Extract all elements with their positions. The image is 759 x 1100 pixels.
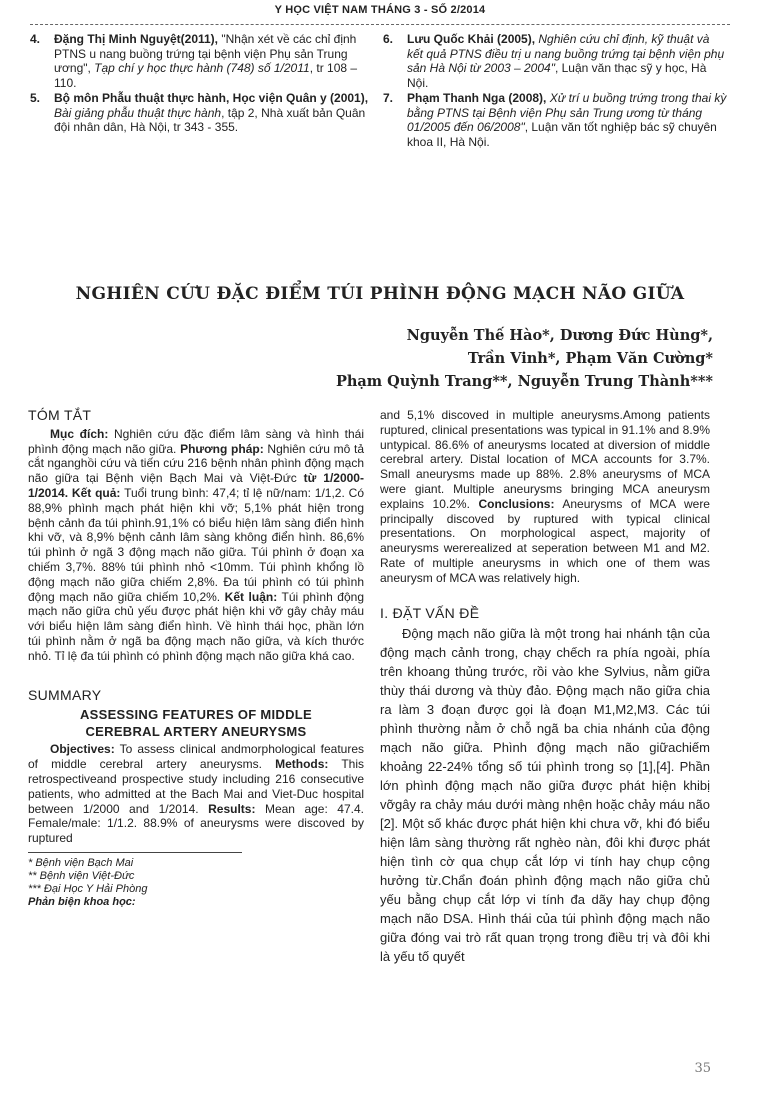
abstract-bold-text: từ 1/2000- 1/2014. (28, 471, 364, 500)
abstract-text: Nghiên cứu đặc điểm lâm sàng và hình thái phình động mạch não giữa. (28, 426, 365, 456)
footnote: ** Bệnh viện Việt-Đức (28, 869, 135, 882)
abstract-label: Objectives: (50, 742, 115, 757)
reference-number: 4. (30, 32, 41, 46)
reference-item (30, 32, 370, 90)
reference-author: Lưu Quốc Khải (2005), (407, 32, 536, 46)
reference-tail: , Luận văn thạc sỹ y học, Hà Nội. (407, 61, 707, 90)
reference-text (407, 91, 728, 149)
footnote-divider (28, 852, 242, 853)
right-column (380, 408, 710, 966)
reference-tail: , tr 108 – 110. (54, 61, 358, 90)
english-abstract (28, 742, 364, 846)
reference-text (54, 91, 370, 135)
footnote: *** Đại Học Y Hải Phòng (28, 882, 148, 895)
section-heading-tomtat: TÓM TẮT (28, 407, 92, 423)
abstract-label: Results: (198, 801, 256, 816)
abstract-label: Mục đích: (50, 426, 109, 441)
footnote: * Bệnh viện Bạch Mai (28, 856, 134, 869)
section-heading-summary: SUMMARY (28, 686, 102, 703)
reference-title: "Nhận xét về các chỉ định PTNS u nang buồng trứng tại bệnh viện Phụ sản Trung ương", (54, 32, 357, 75)
author-line: Phạm Quỳnh Trang**, Nguyễn Trung Thành*** (335, 373, 713, 390)
abstract-text: This retrospectiveand prospective study including 216 consecutive patients, who admitted at the Bach Mai and Viet-Duc hospital between 1/2000 and 1/2014. (28, 757, 364, 816)
abstract-label: Methods: (261, 757, 329, 772)
reference-text (54, 32, 370, 90)
reference-source: Bài giảng phẫu thuật thực hành (54, 105, 222, 120)
abstract-label: Kết luận: (220, 589, 278, 604)
abstract-text: Aneurysms of MCA were principally discoved by ruptured with typical clinical presentations. On morphological aspect, majority of aneurysms wererealized at seperation between M1 and M2. Rate of multiple aneurysms in which one of them was aneurysm of MCA was relatively high. (380, 496, 710, 585)
abstract-text: Nghiên cứu mô tả cắt nganghồi cứu và tiến cứu 216 bệnh nhân phình động mạch não giữa tại Bệnh viện Bạch Mai và Việt-Đức (28, 441, 365, 486)
header-divider (30, 24, 730, 25)
abstract-label: Phương pháp: (176, 441, 264, 456)
footnote-reviewer: Phản biện khoa học: (28, 895, 136, 908)
abstract-text: Mean age: 47.4. Female/male: 1/1.2. 88.9% of aneurysms were discoved by ruptured (28, 801, 364, 846)
reference-text (407, 32, 728, 90)
reference-source: Tạp chí y học thực hành (748) số 1/2011 (90, 61, 310, 75)
references-left-column (30, 32, 370, 136)
reference-number: 7. (383, 91, 394, 105)
reference-item (30, 91, 370, 135)
english-title-line: ASSESSING FEATURES OF MIDDLE (79, 707, 313, 723)
vietnamese-abstract (28, 427, 364, 664)
reference-tail: , tập 2, Nhà xuất bản Quân đội nhân dân, Hà Nội, tr 343 - 355. (54, 105, 366, 134)
reference-item (383, 32, 728, 90)
reference-source: Xử trí u buồng trứng trong thai kỳ bằng PTNS tại Bệnh viện Phụ sản Trung ương từ tháng 01/2005 đến 06/2008" (407, 91, 727, 134)
left-column (28, 408, 364, 909)
reference-author: Phạm Thanh Nga (2008), (407, 91, 547, 105)
abstract-label: Conclusions: (469, 496, 555, 511)
reference-number: 5. (30, 91, 41, 105)
abstract-text: To assess clinical andmorphological features of middle cerebral artery aneurysms. (28, 742, 364, 772)
references-right-column (383, 32, 728, 150)
english-title (28, 706, 364, 740)
reference-author: Đặng Thị Minh Nguyệt(2011), (54, 32, 219, 46)
reference-source: Nghiên cứu chỉ định, kỹ thuật và kết quả PTNS điều trị u nang buồng trứng tại bệnh viện phụ sản Hà Nội từ 2003 – 2004" (407, 32, 725, 75)
abstract-text: Túi phình động mạch não giữa chủ yếu được phát hiện khi vỡ gây chảy máu với biểu hiện lâm sàng điển hình. Về hình thái học, phần lớn túi phình nằm ở ngã ba động mạch não giữa, và kích thước nhỏ. Tỉ lệ đa túi phình có phình động mạch não giữa khá cao. (28, 589, 364, 663)
author-line: Nguyễn Thế Hào*, Dương Đức Hùng*, (406, 327, 713, 344)
reference-item (383, 91, 728, 149)
author-list (153, 324, 713, 393)
reference-tail: , Luận văn tốt nghiệp bác sỹ chuyên khoa II, Hà Nội. (407, 120, 717, 149)
reference-number: 6. (383, 32, 394, 46)
references-block (30, 32, 730, 172)
introduction-paragraph: Động mạch não giữa là một trong hai nhánh tận của động mạch cảnh trong, chạy chếch ra phía ngoài, phía trên khoang thủng trước, rồi vào khe Sylvius, nằm giữa thùy thái dương và thùy đảo. Động mạch não giữa chia ra làm 3 đoạn được gọi là đoạn M1,M2,M3. Các túi phình thường nằm ở chỗ ngã ba chia nhánh của động mạch não giữa. Phình động mạch não giữachiếm khoảng 22-24% tổng số túi phình trong sọ [1],[4]. Phần lớn phình động mạch não giữa được phát hiện khibị vỡgây ra chảy máu dưới màng nhện hoặc chảy máu não [2]. Một số khác được phát hiện khi chưa vỡ, khi đó biểu hiện lâm sàng thường rất nghèo nàn, đôi khi được phát hiện tình cờ qua chụp cắt lớp vi tính hay chụp cộng hưởng từ.Chẩn đoán phình động mạch não giữa chủ yếu bằng chụp cắt lớp vi tính đa dãy hay chụp động mạch não DSA. Hình thái của túi phình động mạch não giữa đóng vai trò rất quan trọng trong điều trị và đôi khi là yếu tố quyết (380, 626, 710, 965)
section-heading-dat-van-de: I. ĐẶT VẤN ĐỀ (380, 604, 480, 621)
article-title: NGHIÊN CỨU ĐẶC ĐIỂM TÚI PHÌNH ĐỘNG MẠCH NÃO GIỮA (75, 284, 685, 304)
abstract-label: Kết quả: (68, 485, 121, 500)
english-abstract-continued (380, 408, 710, 586)
page-number: 35 (694, 1061, 711, 1076)
abstract-text: Tuổi trung bình: 47,4; tỉ lệ nữ/nam: 1/1,2. Có 88,9% phình mạch phát hiện khi vỡ; 5,1% phát hiện trong bệnh cảnh đa túi phình.91,1% có biểu hiện lâm sàng điển hình khi vỡ, và 8,9% bệnh cảnh lâm sàng không điển hình. 86,6% túi phình ở ngã 3 động mạch não giữa. Túi phình ở đoạn xa chiếm 3,7%. 88% túi phình nhỏ <10mm. Túi phình khổng lồ động mạch não giữa chiếm 2,8%. Đa túi phình có túi phình động mạch não giữa chiếm 10,2%. (28, 485, 364, 604)
abstract-text: and 5,1% discoved in multiple aneurysms.Among patients ruptured, clinical presentations was typical in 91.1% and 8.9% untypical. 86.6% of aneurysms located at diversion of middle cerebral artery. Distal location of MCA accounts for 3.7%. Small aneurysms made up 88%. 2.8% aneurysms of MCA were giant. Multiple aneurysms bringing MCA aneurysm explains 10.2%. (380, 408, 710, 511)
journal-header: Y HỌC VIỆT NAM THÁNG 3 - SỐ 2/2014 (274, 4, 486, 16)
english-title-line: CEREBRAL ARTERY ANEURYSMS (85, 724, 307, 740)
author-line: Trần Vinh*, Phạm Văn Cường* (467, 350, 713, 367)
reference-author: Bộ môn Phẫu thuật thực hành, Học viện Quân y (2001), (54, 91, 369, 105)
